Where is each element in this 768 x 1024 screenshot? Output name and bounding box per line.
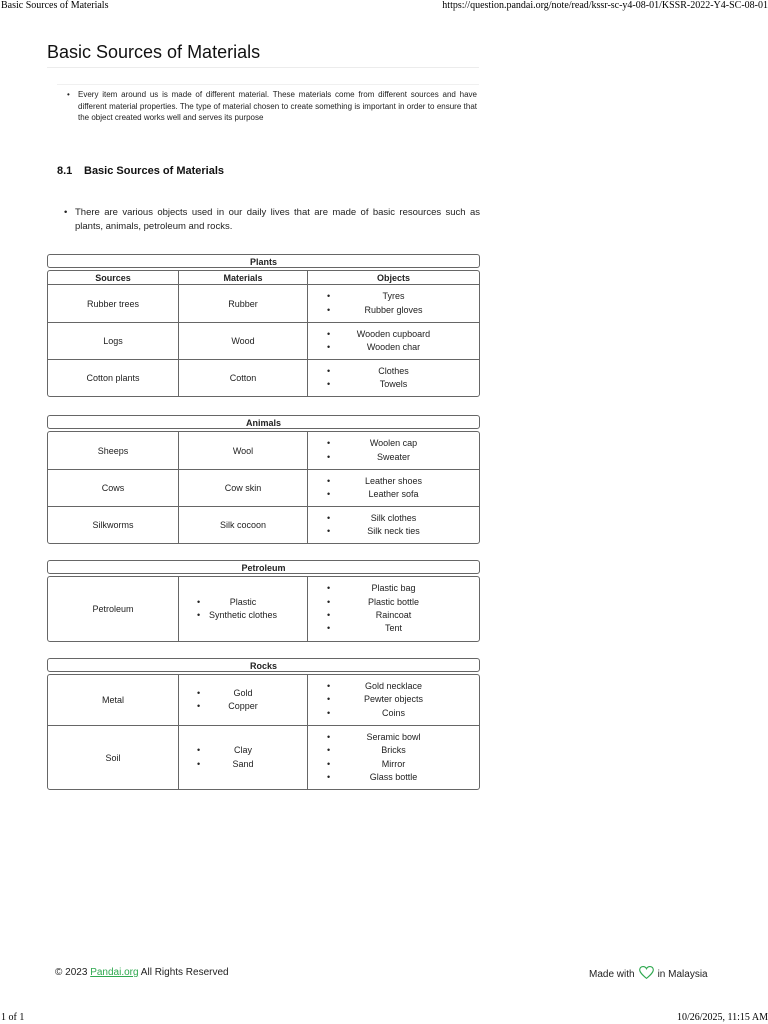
object-item: • Mirror xyxy=(308,758,479,771)
material-item: • Gold xyxy=(179,687,307,700)
animals-table-block xyxy=(47,415,480,544)
table-row xyxy=(48,577,479,641)
objects-cell xyxy=(307,725,479,789)
section-title: Basic Sources of Materials xyxy=(84,165,225,177)
objects-cell xyxy=(307,675,479,725)
column-header-materials: Materials xyxy=(178,271,307,285)
source-cell: Petroleum xyxy=(92,604,134,614)
table-row xyxy=(48,725,479,789)
section-heading xyxy=(57,165,224,177)
page-title: Basic Sources of Materials xyxy=(47,42,261,62)
object-item: • Rubber gloves xyxy=(308,304,479,317)
objects-cell xyxy=(307,506,479,543)
table-header-row xyxy=(48,271,479,285)
intro-paragraph: • Every item around us is made of different material. These materials come from different sources and have different material properties. The type of material chosen to create something is important in order to ensure that the object created works well and serves its purpose xyxy=(67,89,477,124)
object-item: • Glass bottle xyxy=(308,771,479,784)
copyright-text: © 2023 xyxy=(55,967,88,978)
petroleum-table-title: Petroleum xyxy=(47,560,480,574)
object-item: • Pewter objects xyxy=(308,693,479,706)
made-with xyxy=(589,966,708,982)
material-item: • Clay xyxy=(179,744,307,757)
object-item: • Silk clothes xyxy=(308,512,479,525)
made-with-text: Made with xyxy=(589,968,635,980)
object-item: • Sweater xyxy=(308,451,479,464)
table-row xyxy=(48,469,479,506)
section-description: • There are various objects used in our daily lives that are made of basic resources such as plants, animals, petroleum and rocks. xyxy=(64,206,480,233)
print-footer xyxy=(0,1010,768,1024)
rocks-table-block xyxy=(47,658,480,790)
rocks-table-title: Rocks xyxy=(47,658,480,672)
pandai-link[interactable]: Pandai.org xyxy=(90,967,139,978)
objects-cell xyxy=(307,285,479,322)
source-cell: Sheeps xyxy=(97,445,129,456)
source-cell: Logs xyxy=(48,322,178,359)
section-description-list xyxy=(64,206,480,233)
section-number: 8.1 xyxy=(57,165,73,177)
objects-cell xyxy=(307,577,479,641)
source-cell: Silkworms xyxy=(48,506,178,543)
object-item: • Leather shoes xyxy=(308,475,479,488)
objects-cell xyxy=(307,469,479,506)
material-item: • Copper xyxy=(179,700,307,713)
material-cell: Wood xyxy=(178,322,307,359)
object-item: • Leather sofa xyxy=(308,488,479,501)
source-cell: Soil xyxy=(48,725,178,789)
object-item: • Silk neck ties xyxy=(308,525,479,538)
column-header-sources: Sources xyxy=(48,271,178,285)
table-row xyxy=(48,322,479,359)
in-malaysia-text: in Malaysia xyxy=(657,968,708,980)
print-header-url: https://question.pandai.org/note/read/kssr-sc-y4-08-01/KSSR-2022-Y4-SC-08-01 xyxy=(442,0,768,11)
petroleum-table-block xyxy=(47,560,480,642)
source-cell: Cotton plants xyxy=(48,359,178,396)
table-row xyxy=(48,359,479,396)
object-item: • Plastic bag xyxy=(308,582,479,595)
print-header-title: Basic Sources of Materials xyxy=(1,0,109,11)
plants-table xyxy=(47,270,480,397)
materials-cell xyxy=(178,675,307,725)
print-header xyxy=(0,0,768,12)
objects-cell xyxy=(307,359,479,396)
page-count: 1 of 1 xyxy=(1,1012,25,1023)
column-header-objects: Objects xyxy=(307,271,479,285)
object-item: • Towels xyxy=(308,378,479,391)
object-item: • Raincoat xyxy=(308,609,479,622)
object-item: • Wooden char xyxy=(308,341,479,354)
object-item: • Wooden cupboard xyxy=(308,328,479,341)
object-item: • Tent xyxy=(308,622,479,635)
animals-table-title: Animals xyxy=(47,415,480,429)
objects-cell xyxy=(307,432,479,469)
material-cell: Cow skin xyxy=(178,469,307,506)
source-cell: Cows xyxy=(48,469,178,506)
material-item: • Synthetic clothes xyxy=(179,609,307,622)
animals-table xyxy=(47,431,480,544)
rights-text: All Rights Reserved xyxy=(140,967,229,978)
table-row xyxy=(48,506,479,543)
intro-divider xyxy=(57,84,479,85)
material-cell: Cotton xyxy=(178,359,307,396)
material-item: • Plastic xyxy=(179,596,307,609)
object-item: • Woolen cap xyxy=(308,437,479,450)
material-cell: Silk cocoon xyxy=(178,506,307,543)
object-item: • Clothes xyxy=(308,365,479,378)
rocks-table xyxy=(47,674,480,790)
materials-cell xyxy=(178,725,307,789)
table-row xyxy=(48,432,479,469)
materials-cell xyxy=(178,577,307,641)
object-item: • Plastic bottle xyxy=(308,596,479,609)
site-footer xyxy=(55,967,229,978)
object-item: • Tyres xyxy=(308,290,479,303)
material-cell: Wool xyxy=(178,432,307,469)
petroleum-table xyxy=(47,576,480,642)
plants-table-block xyxy=(47,254,480,397)
source-cell: Rubber trees xyxy=(86,298,140,309)
heart-outline-icon xyxy=(639,966,654,982)
title-divider xyxy=(47,67,479,68)
print-timestamp: 10/26/2025, 11:15 AM xyxy=(676,1012,768,1023)
objects-cell xyxy=(307,322,479,359)
material-cell: Rubber xyxy=(178,285,307,322)
material-item: • Sand xyxy=(179,758,307,771)
object-item: • Seramic bowl xyxy=(308,731,479,744)
table-row xyxy=(48,675,479,725)
object-item: • Bricks xyxy=(308,744,479,757)
plants-table-title: Plants xyxy=(47,254,480,268)
table-row xyxy=(48,285,479,322)
object-item: • Coins xyxy=(308,707,479,720)
intro-list xyxy=(67,89,477,124)
object-item: • Gold necklace xyxy=(308,680,479,693)
source-cell: Metal xyxy=(101,695,124,705)
